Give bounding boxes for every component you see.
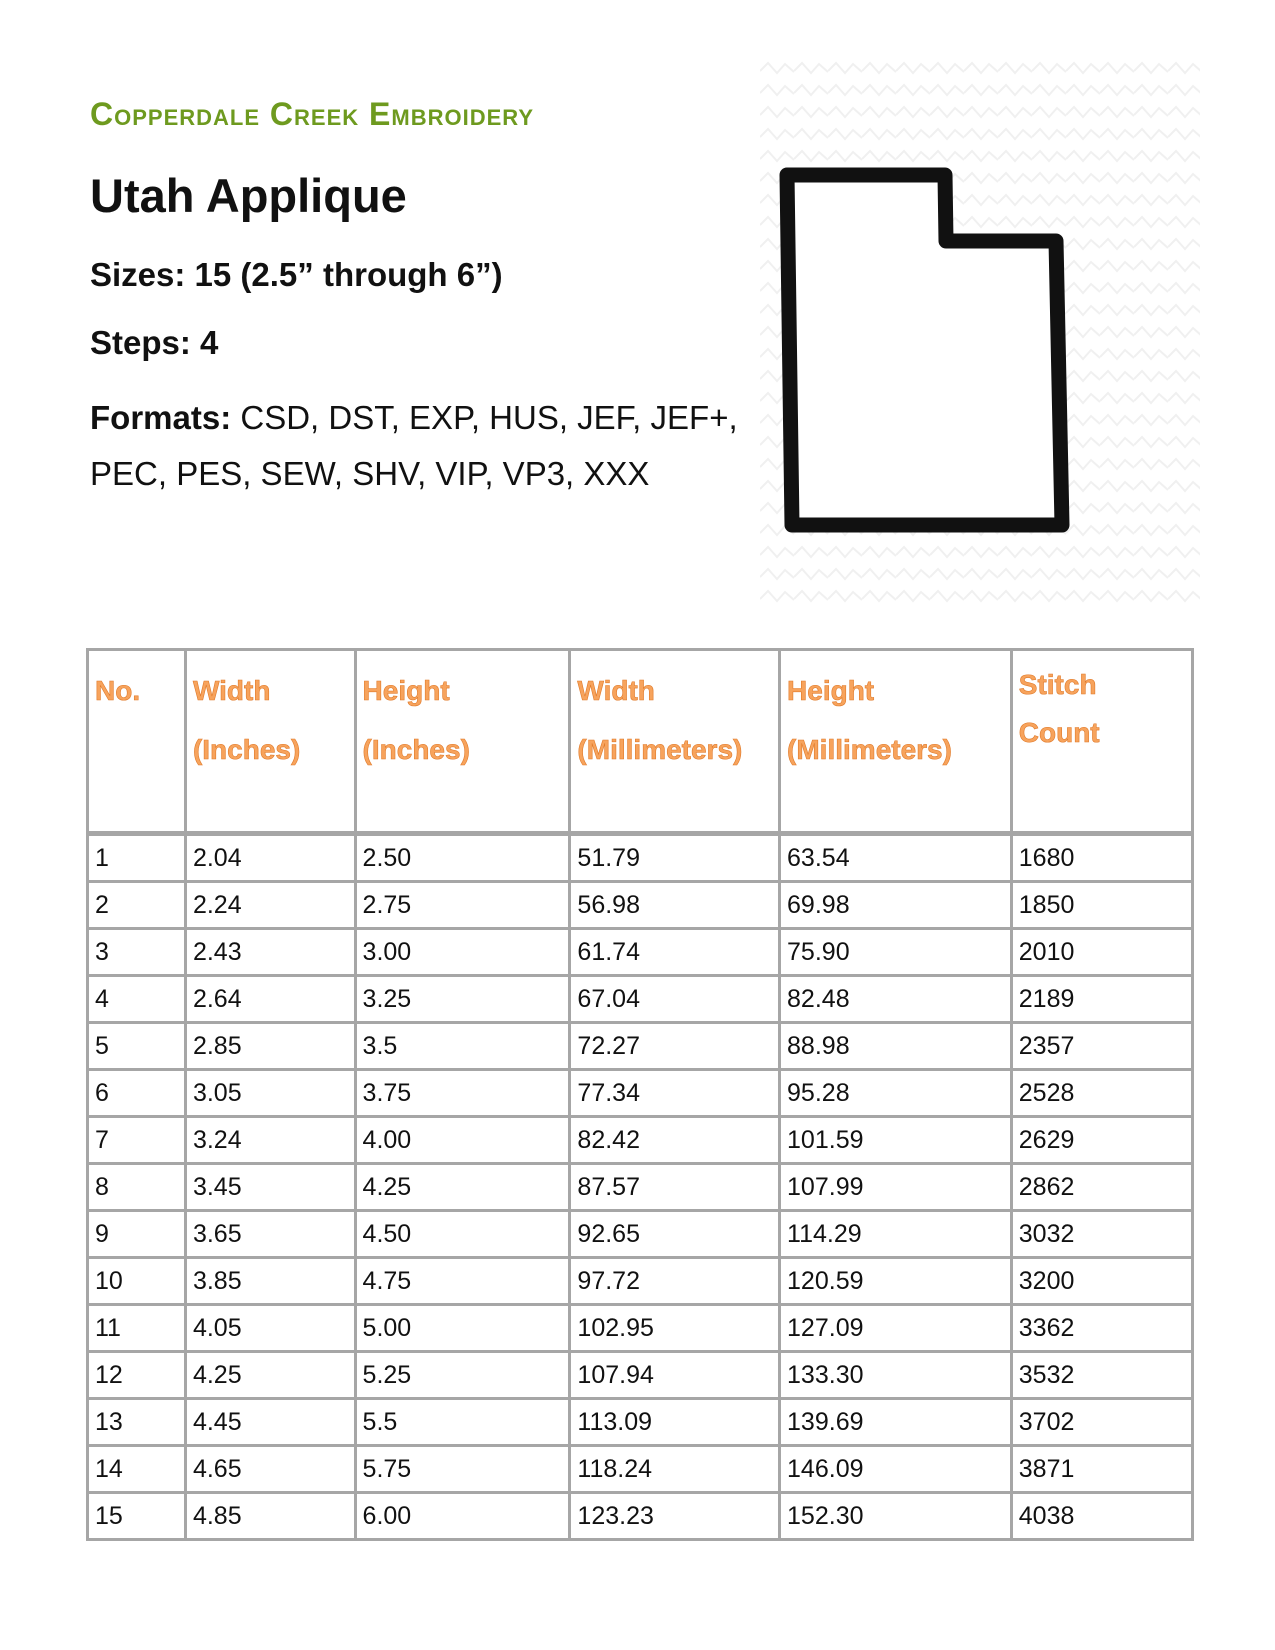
- cell-width-inches: 4.05: [185, 1305, 355, 1352]
- table-row: [88, 929, 1193, 976]
- cell-height-inches: 4.00: [355, 1117, 570, 1164]
- page-title: Utah Applique: [90, 169, 407, 222]
- cell-width-mm: 61.74: [570, 929, 780, 976]
- table-row: [88, 1305, 1193, 1352]
- table-header-row: [88, 650, 1193, 834]
- cell-height-mm: 127.09: [780, 1305, 1012, 1352]
- cell-stitch-count: 2010: [1011, 929, 1192, 976]
- cell-stitch-count: 3362: [1011, 1305, 1192, 1352]
- cell-no: 1: [88, 834, 186, 882]
- cell-stitch-count: 2629: [1011, 1117, 1192, 1164]
- cell-height-mm: 63.54: [780, 834, 1012, 882]
- cell-stitch-count: 2862: [1011, 1164, 1192, 1211]
- sizes-info: Sizes: 15 (2.5” through 6”): [90, 256, 503, 293]
- table-body: [88, 834, 1193, 1540]
- cell-no: 15: [88, 1493, 186, 1540]
- header-width-mm: Width (Millimeters): [570, 650, 780, 834]
- cell-width-inches: 3.24: [185, 1117, 355, 1164]
- cell-no: 14: [88, 1446, 186, 1493]
- cell-width-inches: 4.85: [185, 1493, 355, 1540]
- cell-no: 4: [88, 976, 186, 1023]
- cell-stitch-count: 3702: [1011, 1399, 1192, 1446]
- header-stitch-count: Stitch Count: [1011, 650, 1192, 834]
- cell-height-mm: 146.09: [780, 1446, 1012, 1493]
- cell-height-mm: 133.30: [780, 1352, 1012, 1399]
- cell-width-inches: 2.24: [185, 882, 355, 929]
- utah-outline-image: [760, 60, 1200, 605]
- cell-width-inches: 4.65: [185, 1446, 355, 1493]
- cell-height-mm: 82.48: [780, 976, 1012, 1023]
- cell-height-inches: 3.75: [355, 1070, 570, 1117]
- cell-height-inches: 3.25: [355, 976, 570, 1023]
- cell-width-inches: 2.04: [185, 834, 355, 882]
- steps-info: Steps: 4: [90, 324, 219, 361]
- cell-height-mm: 107.99: [780, 1164, 1012, 1211]
- cell-height-inches: 4.50: [355, 1211, 570, 1258]
- cell-height-mm: 139.69: [780, 1399, 1012, 1446]
- cell-stitch-count: 3871: [1011, 1446, 1192, 1493]
- cell-width-mm: 51.79: [570, 834, 780, 882]
- cell-stitch-count: 2357: [1011, 1023, 1192, 1070]
- table-row: [88, 1399, 1193, 1446]
- cell-no: 11: [88, 1305, 186, 1352]
- cell-height-inches: 4.25: [355, 1164, 570, 1211]
- brand-title: Copperdale Creek Embroidery: [90, 96, 535, 132]
- cell-width-inches: 3.45: [185, 1164, 355, 1211]
- cell-height-mm: 88.98: [780, 1023, 1012, 1070]
- table-row: [88, 1070, 1193, 1117]
- cell-no: 8: [88, 1164, 186, 1211]
- cell-width-inches: 3.05: [185, 1070, 355, 1117]
- cell-height-inches: 5.5: [355, 1399, 570, 1446]
- table-row: [88, 882, 1193, 929]
- cell-width-mm: 113.09: [570, 1399, 780, 1446]
- cell-stitch-count: 2189: [1011, 976, 1192, 1023]
- formats-info: [90, 390, 770, 502]
- cell-height-mm: 152.30: [780, 1493, 1012, 1540]
- cell-height-inches: 4.75: [355, 1258, 570, 1305]
- cell-width-mm: 56.98: [570, 882, 780, 929]
- cell-width-mm: 92.65: [570, 1211, 780, 1258]
- cell-width-mm: 102.95: [570, 1305, 780, 1352]
- cell-no: 13: [88, 1399, 186, 1446]
- table-row: [88, 1446, 1193, 1493]
- cell-no: 3: [88, 929, 186, 976]
- cell-height-mm: 95.28: [780, 1070, 1012, 1117]
- cell-height-inches: 6.00: [355, 1493, 570, 1540]
- table-row: [88, 1164, 1193, 1211]
- formats-label: Formats:: [90, 399, 232, 436]
- cell-stitch-count: 4038: [1011, 1493, 1192, 1540]
- cell-stitch-count: 3032: [1011, 1211, 1192, 1258]
- cell-height-inches: 5.75: [355, 1446, 570, 1493]
- cell-height-inches: 5.00: [355, 1305, 570, 1352]
- header-no: No.: [88, 650, 186, 834]
- cell-stitch-count: 3532: [1011, 1352, 1192, 1399]
- cell-width-mm: 123.23: [570, 1493, 780, 1540]
- cell-width-mm: 77.34: [570, 1070, 780, 1117]
- table-row: [88, 1352, 1193, 1399]
- formats-value: CSD, DST, EXP, HUS, JEF, JEF+, PEC, PES, SEW, SHV, VIP, VP3, XXX: [90, 399, 738, 492]
- header-height-inches: Height (Inches): [355, 650, 570, 834]
- cell-no: 10: [88, 1258, 186, 1305]
- table-row: [88, 1493, 1193, 1540]
- cell-width-mm: 107.94: [570, 1352, 780, 1399]
- size-table: [86, 648, 1194, 1541]
- table-row: [88, 1023, 1193, 1070]
- cell-width-mm: 72.27: [570, 1023, 780, 1070]
- cell-width-mm: 67.04: [570, 976, 780, 1023]
- cell-width-inches: 3.85: [185, 1258, 355, 1305]
- cell-stitch-count: 1680: [1011, 834, 1192, 882]
- cell-width-inches: 4.45: [185, 1399, 355, 1446]
- cell-height-mm: 75.90: [780, 929, 1012, 976]
- cell-width-inches: 3.65: [185, 1211, 355, 1258]
- cell-height-mm: 101.59: [780, 1117, 1012, 1164]
- cell-width-mm: 82.42: [570, 1117, 780, 1164]
- cell-stitch-count: 1850: [1011, 882, 1192, 929]
- cell-width-mm: 118.24: [570, 1446, 780, 1493]
- cell-stitch-count: 3200: [1011, 1258, 1192, 1305]
- table-row: [88, 834, 1193, 882]
- header-width-inches: Width (Inches): [185, 650, 355, 834]
- cell-no: 6: [88, 1070, 186, 1117]
- table-row: [88, 1258, 1193, 1305]
- cell-width-mm: 87.57: [570, 1164, 780, 1211]
- table-row: [88, 1211, 1193, 1258]
- cell-height-inches: 2.50: [355, 834, 570, 882]
- cell-height-inches: 2.75: [355, 882, 570, 929]
- table-row: [88, 1117, 1193, 1164]
- cell-height-mm: 69.98: [780, 882, 1012, 929]
- cell-height-inches: 3.00: [355, 929, 570, 976]
- cell-no: 7: [88, 1117, 186, 1164]
- cell-height-inches: 5.25: [355, 1352, 570, 1399]
- cell-width-inches: 4.25: [185, 1352, 355, 1399]
- cell-height-inches: 3.5: [355, 1023, 570, 1070]
- header-height-mm: Height (Millimeters): [780, 650, 1012, 834]
- cell-width-inches: 2.43: [185, 929, 355, 976]
- cell-no: 9: [88, 1211, 186, 1258]
- cell-no: 12: [88, 1352, 186, 1399]
- cell-stitch-count: 2528: [1011, 1070, 1192, 1117]
- cell-width-inches: 2.64: [185, 976, 355, 1023]
- table-row: [88, 976, 1193, 1023]
- cell-no: 5: [88, 1023, 186, 1070]
- cell-width-mm: 97.72: [570, 1258, 780, 1305]
- cell-no: 2: [88, 882, 186, 929]
- cell-width-inches: 2.85: [185, 1023, 355, 1070]
- cell-height-mm: 120.59: [780, 1258, 1012, 1305]
- cell-height-mm: 114.29: [780, 1211, 1012, 1258]
